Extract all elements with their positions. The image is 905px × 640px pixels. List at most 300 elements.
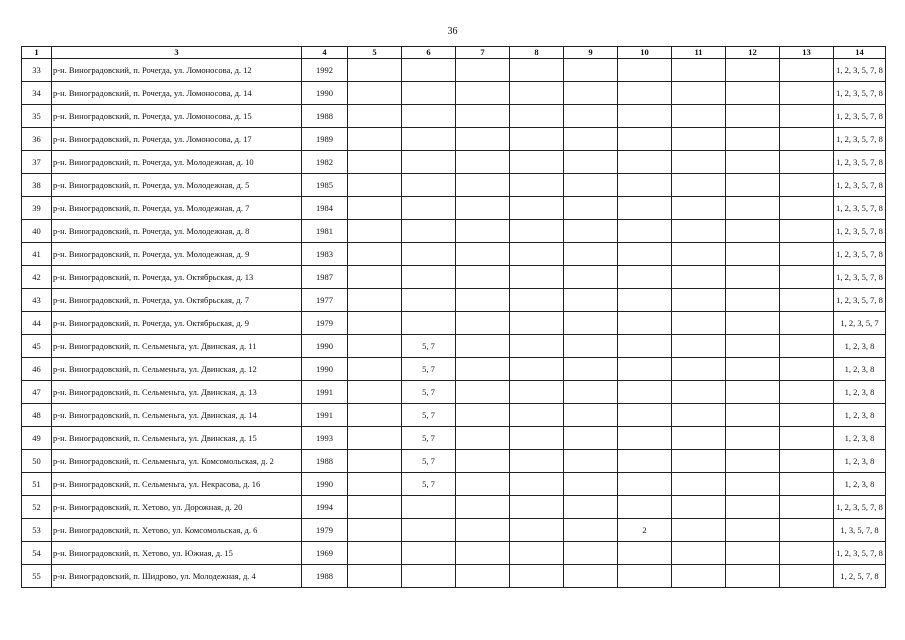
year-cell: 1984	[302, 197, 348, 220]
table-row	[22, 312, 886, 335]
address-cell: р-н. Виноградовский, п. Сельменьга, ул. Некрасова, д. 16	[52, 473, 302, 496]
year-cell: 1994	[302, 496, 348, 519]
address-cell: р-н. Виноградовский, п. Рочегда, ул. Ломоносова, д. 14	[52, 82, 302, 105]
col10-cell	[618, 289, 672, 312]
address-cell: р-н. Виноградовский, п. Сельменьга, ул. Двинская, д. 15	[52, 427, 302, 450]
year-cell: 1991	[302, 381, 348, 404]
col8-cell	[510, 473, 564, 496]
col6-cell	[402, 174, 456, 197]
address-cell: р-н. Виноградовский, п. Хетово, ул. Дорожная, д. 20	[52, 496, 302, 519]
col12-cell	[726, 542, 780, 565]
year-cell: 1981	[302, 220, 348, 243]
col14-cell: 1, 2, 3, 8	[834, 450, 886, 473]
col6-cell	[402, 519, 456, 542]
year-cell: 1987	[302, 266, 348, 289]
address-cell: р-н. Виноградовский, п. Рочегда, ул. Ломоносова, д. 12	[52, 59, 302, 82]
table-row	[22, 358, 886, 381]
address-cell: р-н. Виноградовский, п. Сельменьга, ул. Двинская, д. 11	[52, 335, 302, 358]
year-cell: 1990	[302, 335, 348, 358]
col12-cell	[726, 220, 780, 243]
row-number-cell: 48	[22, 404, 52, 427]
year-cell: 1988	[302, 105, 348, 128]
col5-cell	[348, 404, 402, 427]
column-header-4: 4	[302, 47, 348, 59]
col8-cell	[510, 358, 564, 381]
col13-cell	[780, 473, 834, 496]
col9-cell	[564, 496, 618, 519]
col8-cell	[510, 266, 564, 289]
col12-cell	[726, 358, 780, 381]
col14-cell: 1, 2, 3, 8	[834, 473, 886, 496]
col9-cell	[564, 197, 618, 220]
table-row	[22, 243, 886, 266]
col11-cell	[672, 427, 726, 450]
col10-cell	[618, 404, 672, 427]
col10-cell	[618, 128, 672, 151]
year-cell: 1993	[302, 427, 348, 450]
column-header-9: 9	[564, 47, 618, 59]
col11-cell	[672, 473, 726, 496]
col13-cell	[780, 197, 834, 220]
address-cell: р-н. Виноградовский, п. Сельменьга, ул. Комсомольская, д. 2	[52, 450, 302, 473]
col12-cell	[726, 59, 780, 82]
col12-cell	[726, 197, 780, 220]
col6-cell: 5, 7	[402, 473, 456, 496]
year-cell: 1991	[302, 404, 348, 427]
address-cell: р-н. Виноградовский, п. Сельменьга, ул. Двинская, д. 13	[52, 381, 302, 404]
col11-cell	[672, 381, 726, 404]
col9-cell	[564, 381, 618, 404]
col14-cell: 1, 2, 3, 5, 7, 8	[834, 174, 886, 197]
housing-table	[21, 46, 886, 588]
table-row	[22, 197, 886, 220]
col14-cell: 1, 2, 3, 5, 7, 8	[834, 289, 886, 312]
address-cell: р-н. Виноградовский, п. Рочегда, ул. Ломоносова, д. 15	[52, 105, 302, 128]
col8-cell	[510, 404, 564, 427]
col11-cell	[672, 542, 726, 565]
address-cell: р-н. Виноградовский, п. Рочегда, ул. Молодежная, д. 7	[52, 197, 302, 220]
row-number-cell: 34	[22, 82, 52, 105]
row-number-cell: 37	[22, 151, 52, 174]
col9-cell	[564, 220, 618, 243]
col5-cell	[348, 496, 402, 519]
col6-cell	[402, 289, 456, 312]
address-cell: р-н. Виноградовский, п. Хетово, ул. Южная, д. 15	[52, 542, 302, 565]
col5-cell	[348, 151, 402, 174]
col6-cell	[402, 59, 456, 82]
col12-cell	[726, 82, 780, 105]
row-number-cell: 41	[22, 243, 52, 266]
col12-cell	[726, 404, 780, 427]
col6-cell	[402, 220, 456, 243]
address-cell: р-н. Виноградовский, п. Рочегда, ул. Октябрьская, д. 7	[52, 289, 302, 312]
col10-cell	[618, 266, 672, 289]
col9-cell	[564, 473, 618, 496]
col8-cell	[510, 381, 564, 404]
year-cell: 1990	[302, 473, 348, 496]
col6-cell	[402, 312, 456, 335]
col13-cell	[780, 174, 834, 197]
col9-cell	[564, 450, 618, 473]
col7-cell	[456, 105, 510, 128]
column-header-7: 7	[456, 47, 510, 59]
col10-cell	[618, 59, 672, 82]
col11-cell	[672, 496, 726, 519]
row-number-cell: 44	[22, 312, 52, 335]
column-header-14: 14	[834, 47, 886, 59]
col12-cell	[726, 519, 780, 542]
column-header-11: 11	[672, 47, 726, 59]
col13-cell	[780, 496, 834, 519]
table-row	[22, 473, 886, 496]
col11-cell	[672, 128, 726, 151]
col11-cell	[672, 565, 726, 588]
column-header-1: 1	[22, 47, 52, 59]
col12-cell	[726, 151, 780, 174]
row-number-cell: 55	[22, 565, 52, 588]
col12-cell	[726, 381, 780, 404]
col14-cell: 1, 2, 3, 8	[834, 427, 886, 450]
col5-cell	[348, 565, 402, 588]
col13-cell	[780, 312, 834, 335]
col9-cell	[564, 519, 618, 542]
table-row	[22, 174, 886, 197]
col7-cell	[456, 151, 510, 174]
row-number-cell: 43	[22, 289, 52, 312]
column-header-6: 6	[402, 47, 456, 59]
year-cell: 1977	[302, 289, 348, 312]
col8-cell	[510, 82, 564, 105]
address-cell: р-н. Виноградовский, п. Шидрово, ул. Молодежная, д. 4	[52, 565, 302, 588]
col10-cell	[618, 82, 672, 105]
page-number: 36	[447, 26, 458, 37]
year-cell: 1969	[302, 542, 348, 565]
col13-cell	[780, 450, 834, 473]
col5-cell	[348, 82, 402, 105]
address-cell: р-н. Виноградовский, п. Рочегда, ул. Ломоносова, д. 17	[52, 128, 302, 151]
col12-cell	[726, 450, 780, 473]
row-number-cell: 52	[22, 496, 52, 519]
col8-cell	[510, 243, 564, 266]
col7-cell	[456, 128, 510, 151]
col6-cell	[402, 565, 456, 588]
col10-cell	[618, 243, 672, 266]
table-row	[22, 404, 886, 427]
year-cell: 1990	[302, 358, 348, 381]
col11-cell	[672, 151, 726, 174]
col8-cell	[510, 105, 564, 128]
row-number-cell: 51	[22, 473, 52, 496]
col5-cell	[348, 128, 402, 151]
col7-cell	[456, 289, 510, 312]
col10-cell	[618, 542, 672, 565]
col7-cell	[456, 266, 510, 289]
col11-cell	[672, 335, 726, 358]
col14-cell: 1, 2, 3, 8	[834, 335, 886, 358]
col9-cell	[564, 427, 618, 450]
col12-cell	[726, 427, 780, 450]
row-number-cell: 35	[22, 105, 52, 128]
col10-cell	[618, 427, 672, 450]
col13-cell	[780, 565, 834, 588]
col5-cell	[348, 519, 402, 542]
col14-cell: 1, 2, 3, 5, 7, 8	[834, 128, 886, 151]
col11-cell	[672, 82, 726, 105]
col14-cell: 1, 2, 3, 5, 7, 8	[834, 105, 886, 128]
col6-cell	[402, 197, 456, 220]
col14-cell: 1, 2, 3, 5, 7, 8	[834, 82, 886, 105]
table-row	[22, 565, 886, 588]
col12-cell	[726, 335, 780, 358]
row-number-cell: 38	[22, 174, 52, 197]
year-cell: 1979	[302, 312, 348, 335]
year-cell: 1990	[302, 82, 348, 105]
col9-cell	[564, 151, 618, 174]
col5-cell	[348, 381, 402, 404]
col13-cell	[780, 427, 834, 450]
col6-cell	[402, 542, 456, 565]
table-header-row	[22, 47, 886, 59]
year-cell: 1992	[302, 59, 348, 82]
year-cell: 1985	[302, 174, 348, 197]
col10-cell: 2	[618, 519, 672, 542]
address-cell: р-н. Виноградовский, п. Рочегда, ул. Молодежная, д. 10	[52, 151, 302, 174]
col14-cell: 1, 2, 3, 8	[834, 404, 886, 427]
col8-cell	[510, 519, 564, 542]
col6-cell: 5, 7	[402, 335, 456, 358]
col8-cell	[510, 59, 564, 82]
col12-cell	[726, 473, 780, 496]
col7-cell	[456, 174, 510, 197]
table-row	[22, 335, 886, 358]
col8-cell	[510, 128, 564, 151]
col10-cell	[618, 473, 672, 496]
col6-cell: 5, 7	[402, 358, 456, 381]
col14-cell: 1, 2, 3, 5, 7, 8	[834, 220, 886, 243]
column-header-13: 13	[780, 47, 834, 59]
col13-cell	[780, 289, 834, 312]
col11-cell	[672, 105, 726, 128]
col5-cell	[348, 243, 402, 266]
col12-cell	[726, 105, 780, 128]
col6-cell	[402, 82, 456, 105]
col5-cell	[348, 59, 402, 82]
col6-cell	[402, 266, 456, 289]
col13-cell	[780, 381, 834, 404]
col13-cell	[780, 128, 834, 151]
col12-cell	[726, 266, 780, 289]
col7-cell	[456, 519, 510, 542]
col9-cell	[564, 358, 618, 381]
col6-cell: 5, 7	[402, 450, 456, 473]
address-cell: р-н. Виноградовский, п. Рочегда, ул. Молодежная, д. 8	[52, 220, 302, 243]
col8-cell	[510, 450, 564, 473]
col5-cell	[348, 220, 402, 243]
col12-cell	[726, 128, 780, 151]
col8-cell	[510, 197, 564, 220]
row-number-cell: 39	[22, 197, 52, 220]
col7-cell	[456, 404, 510, 427]
col5-cell	[348, 105, 402, 128]
col14-cell: 1, 2, 3, 5, 7	[834, 312, 886, 335]
col9-cell	[564, 243, 618, 266]
col5-cell	[348, 289, 402, 312]
row-number-cell: 47	[22, 381, 52, 404]
col8-cell	[510, 565, 564, 588]
table-row	[22, 289, 886, 312]
col12-cell	[726, 243, 780, 266]
address-cell: р-н. Виноградовский, п. Рочегда, ул. Октябрьская, д. 13	[52, 266, 302, 289]
address-cell: р-н. Виноградовский, п. Рочегда, ул. Молодежная, д. 9	[52, 243, 302, 266]
col13-cell	[780, 82, 834, 105]
address-cell: р-н. Виноградовский, п. Рочегда, ул. Молодежная, д. 5	[52, 174, 302, 197]
col9-cell	[564, 312, 618, 335]
row-number-cell: 53	[22, 519, 52, 542]
col14-cell: 1, 2, 3, 5, 7, 8	[834, 243, 886, 266]
col6-cell	[402, 151, 456, 174]
col14-cell: 1, 2, 3, 5, 7, 8	[834, 266, 886, 289]
col5-cell	[348, 473, 402, 496]
col5-cell	[348, 450, 402, 473]
col8-cell	[510, 427, 564, 450]
col9-cell	[564, 289, 618, 312]
col6-cell	[402, 128, 456, 151]
table-row	[22, 151, 886, 174]
column-header-8: 8	[510, 47, 564, 59]
col5-cell	[348, 542, 402, 565]
row-number-cell: 33	[22, 59, 52, 82]
table-row	[22, 496, 886, 519]
address-cell: р-н. Виноградовский, п. Хетово, ул. Комсомольская, д. 6	[52, 519, 302, 542]
col12-cell	[726, 565, 780, 588]
table-row	[22, 220, 886, 243]
col10-cell	[618, 197, 672, 220]
col8-cell	[510, 220, 564, 243]
table-row	[22, 427, 886, 450]
col14-cell: 1, 2, 3, 8	[834, 358, 886, 381]
col11-cell	[672, 358, 726, 381]
col9-cell	[564, 266, 618, 289]
col10-cell	[618, 381, 672, 404]
column-header-5: 5	[348, 47, 402, 59]
col12-cell	[726, 496, 780, 519]
col12-cell	[726, 312, 780, 335]
col8-cell	[510, 174, 564, 197]
col5-cell	[348, 312, 402, 335]
address-cell: р-н. Виноградовский, п. Сельменьга, ул. Двинская, д. 12	[52, 358, 302, 381]
col7-cell	[456, 335, 510, 358]
col12-cell	[726, 289, 780, 312]
col6-cell: 5, 7	[402, 381, 456, 404]
col13-cell	[780, 266, 834, 289]
col8-cell	[510, 151, 564, 174]
col10-cell	[618, 312, 672, 335]
col11-cell	[672, 243, 726, 266]
year-cell: 1988	[302, 565, 348, 588]
col14-cell: 1, 2, 3, 5, 7, 8	[834, 197, 886, 220]
col9-cell	[564, 174, 618, 197]
col6-cell	[402, 243, 456, 266]
col10-cell	[618, 450, 672, 473]
row-number-cell: 49	[22, 427, 52, 450]
col8-cell	[510, 496, 564, 519]
col7-cell	[456, 220, 510, 243]
row-number-cell: 46	[22, 358, 52, 381]
year-cell: 1983	[302, 243, 348, 266]
col8-cell	[510, 289, 564, 312]
table-row	[22, 59, 886, 82]
col9-cell	[564, 128, 618, 151]
col6-cell	[402, 105, 456, 128]
col9-cell	[564, 82, 618, 105]
address-cell: р-н. Виноградовский, п. Сельменьга, ул. Двинская, д. 14	[52, 404, 302, 427]
col14-cell: 1, 2, 3, 5, 7, 8	[834, 542, 886, 565]
col7-cell	[456, 358, 510, 381]
col13-cell	[780, 243, 834, 266]
col8-cell	[510, 335, 564, 358]
table-row	[22, 105, 886, 128]
col11-cell	[672, 174, 726, 197]
col7-cell	[456, 565, 510, 588]
year-cell: 1989	[302, 128, 348, 151]
col5-cell	[348, 335, 402, 358]
col9-cell	[564, 542, 618, 565]
table-row	[22, 82, 886, 105]
col11-cell	[672, 289, 726, 312]
col11-cell	[672, 197, 726, 220]
col13-cell	[780, 59, 834, 82]
col7-cell	[456, 381, 510, 404]
row-number-cell: 54	[22, 542, 52, 565]
col10-cell	[618, 174, 672, 197]
col8-cell	[510, 312, 564, 335]
col9-cell	[564, 404, 618, 427]
col5-cell	[348, 197, 402, 220]
table-row	[22, 128, 886, 151]
row-number-cell: 42	[22, 266, 52, 289]
col11-cell	[672, 59, 726, 82]
col11-cell	[672, 450, 726, 473]
col7-cell	[456, 312, 510, 335]
col13-cell	[780, 519, 834, 542]
col8-cell	[510, 542, 564, 565]
table-row	[22, 266, 886, 289]
col7-cell	[456, 450, 510, 473]
row-number-cell: 36	[22, 128, 52, 151]
col5-cell	[348, 174, 402, 197]
col7-cell	[456, 473, 510, 496]
col7-cell	[456, 542, 510, 565]
col7-cell	[456, 243, 510, 266]
year-cell: 1979	[302, 519, 348, 542]
col13-cell	[780, 220, 834, 243]
table-row	[22, 542, 886, 565]
col10-cell	[618, 565, 672, 588]
col11-cell	[672, 404, 726, 427]
col7-cell	[456, 197, 510, 220]
col11-cell	[672, 266, 726, 289]
col10-cell	[618, 335, 672, 358]
col11-cell	[672, 519, 726, 542]
column-header-12: 12	[726, 47, 780, 59]
table-row	[22, 381, 886, 404]
col10-cell	[618, 220, 672, 243]
col14-cell: 1, 2, 3, 8	[834, 381, 886, 404]
col10-cell	[618, 151, 672, 174]
col13-cell	[780, 404, 834, 427]
col9-cell	[564, 59, 618, 82]
col11-cell	[672, 312, 726, 335]
